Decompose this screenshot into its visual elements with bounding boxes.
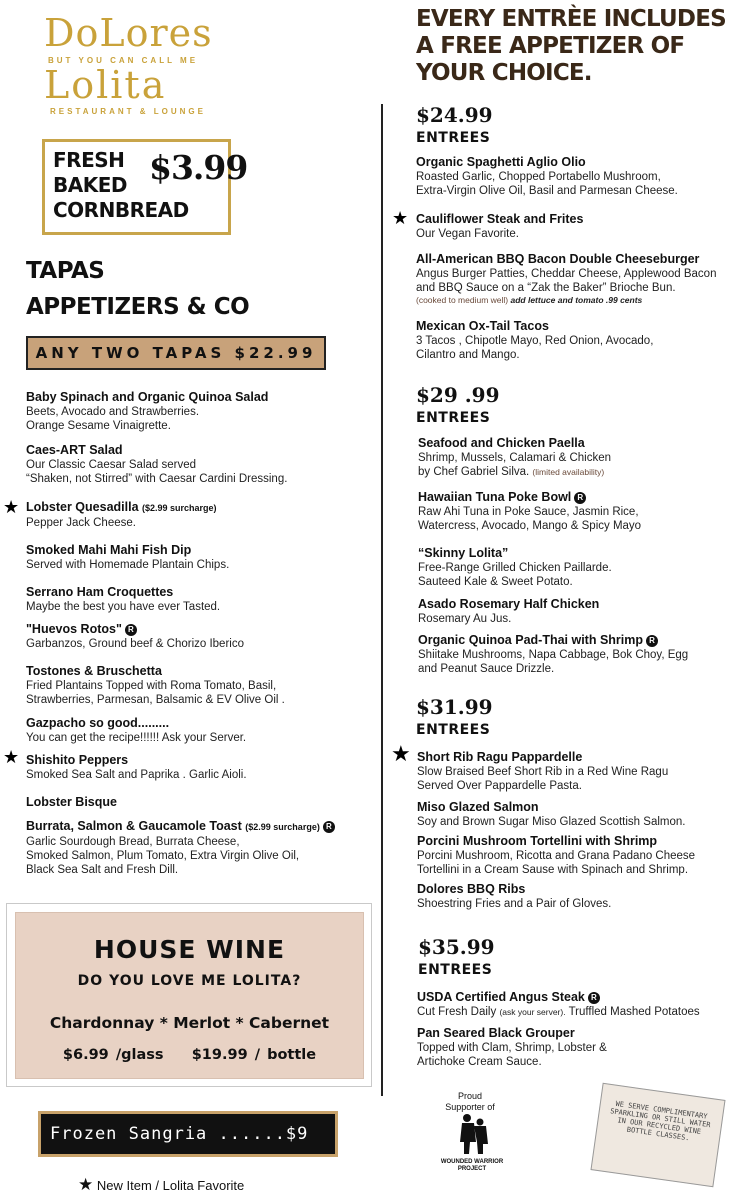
- entrees-heading-line3: YOUR CHOICE.: [416, 60, 592, 86]
- item-note-bold: add lettuce and tomato .99 cents: [510, 295, 643, 305]
- item-title-text: Organic Quinoa Pad-Thai with Shrimp: [418, 633, 644, 647]
- tier-label: ENTREES: [416, 130, 491, 146]
- item-desc: Garlic Sourdough Bread, Burrata Cheese,: [26, 836, 240, 848]
- item-desc: Topped with Clam, Shrimp, Lobster &: [417, 1042, 607, 1054]
- item-title: Baby Spinach and Organic Quinoa Salad: [26, 390, 269, 404]
- cornbread-line3: CORNBREAD: [53, 198, 189, 222]
- favorite-star-icon: ★: [3, 497, 20, 517]
- menu-item: [416, 155, 751, 198]
- item-title: [26, 819, 376, 835]
- house-wine-prices: [16, 1047, 363, 1063]
- cornbread-line2: BAKED: [53, 173, 127, 197]
- item-desc: Sauteed Kale & Sweet Potato.: [418, 576, 573, 588]
- wine-bottle-price: $19.99 / bottle: [191, 1047, 317, 1063]
- tier-price: $24.99: [416, 103, 493, 127]
- ww-line2: PROJECT: [457, 1166, 487, 1172]
- item-title-text: Lobster Quesadilla: [26, 500, 139, 514]
- column-divider: [381, 104, 383, 1096]
- r-badge-icon: R: [646, 635, 658, 647]
- favorite-star-icon: ★: [3, 747, 20, 767]
- item-desc: Maybe the best you have ever Tasted.: [26, 601, 221, 613]
- menu-item: [417, 882, 752, 911]
- star-icon: ★: [78, 1175, 94, 1194]
- item-desc: 3 Tacos , Chipotle Mayo, Red Onion, Avocado,: [416, 335, 654, 347]
- favorite-star-icon: ★: [392, 208, 409, 228]
- menu-item: [416, 319, 751, 362]
- item-desc: Roasted Garlic, Chopped Portabello Mushroom,: [416, 171, 661, 183]
- menu-item: [418, 436, 753, 479]
- item-desc: Smoked Sea Salt and Paprika . Garlic Aioli.: [26, 769, 247, 781]
- tier-label: ENTREES: [418, 962, 493, 978]
- house-wine-subtitle: DO YOU LOVE ME LOLITA?: [77, 973, 302, 989]
- item-title: Lobster Bisque: [26, 795, 117, 809]
- item-desc-text: Truffled Mashed Potatoes: [568, 1006, 700, 1018]
- item-title: [418, 490, 753, 505]
- item-surcharge: ($2.99 surcharge): [245, 822, 320, 832]
- menu-item: [26, 795, 371, 810]
- item-title: Short Rib Ragu Pappardelle: [417, 750, 583, 764]
- menu-item: [26, 753, 371, 782]
- item-title: [417, 990, 752, 1005]
- water-stamp: WE SERVE COMPLIMENTARY SPARKLING OR STILL WATER IN OUR RECYCLED WINE BOTTLE CLASSES.: [590, 1083, 725, 1187]
- item-title: Smoked Mahi Mahi Fish Dip: [26, 543, 192, 557]
- tapas-heading: TAPAS: [26, 258, 105, 284]
- r-badge-icon: R: [588, 992, 600, 1004]
- sangria-label: Frozen Sangria ......$9: [50, 1124, 309, 1144]
- item-desc: Rosemary Au Jus.: [418, 613, 512, 625]
- house-wine-card: [15, 912, 364, 1079]
- item-desc: Cilantro and Mango.: [416, 349, 520, 361]
- menu-item: [26, 716, 371, 745]
- sangria-banner: [38, 1111, 338, 1178]
- cornbread-box: [42, 139, 248, 235]
- item-desc-text: Cut Fresh Daily: [417, 1006, 497, 1018]
- supporter-text: Supporter of: [445, 1102, 495, 1112]
- item-desc-text: by Chef Gabriel Silva.: [418, 466, 530, 478]
- item-title-text: "Huevos Rotos": [26, 622, 122, 636]
- item-title-text: Hawaiian Tuna Poke Bowl: [418, 490, 572, 504]
- wine-glass-price: $6.99 /glass: [62, 1047, 164, 1063]
- sangria-unit: glass: [50, 1169, 69, 1178]
- item-desc: Porcini Mushroom, Ricotta and Grana Padano Cheese: [417, 850, 696, 862]
- menu-item: [416, 252, 751, 305]
- entrees-heading-line2: A FREE APPETIZER OF: [416, 33, 685, 59]
- item-note: [416, 295, 751, 305]
- item-title: [26, 622, 371, 637]
- r-badge-icon: R: [125, 624, 137, 636]
- item-note-text: (cooked to medium well): [416, 295, 509, 305]
- menu-item: [418, 597, 753, 626]
- tier-price: $35.99: [418, 935, 495, 959]
- wounded-warrior-logo-icon: [450, 1112, 496, 1156]
- menu-item: [416, 212, 751, 241]
- menu-item: [417, 750, 752, 793]
- proud-supporter: [440, 1091, 500, 1113]
- menu-item: [418, 633, 753, 676]
- item-desc: Our Classic Caesar Salad served: [26, 459, 197, 471]
- entrees-heading: [416, 6, 746, 87]
- item-desc: Strawberries, Parmesan, Balsamic & EV Olive Oil .: [26, 694, 285, 706]
- item-desc: Tortellini in a Cream Sause with Spinach and Shrimp.: [417, 864, 689, 876]
- item-title: Asado Rosemary Half Chicken: [418, 597, 600, 611]
- menu-item: [26, 543, 371, 572]
- legend: [78, 1175, 244, 1195]
- item-desc: Garbanzos, Ground beef & Chorizo Iberico: [26, 638, 244, 650]
- item-desc: Soy and Brown Sugar Miso Glazed Scottish Salmon.: [417, 816, 686, 828]
- item-desc: Our Vegan Favorite.: [416, 228, 519, 240]
- item-title: Caes-ART Salad: [26, 443, 123, 457]
- tier-label: ENTREES: [416, 410, 491, 426]
- tier-label: ENTREES: [416, 722, 491, 738]
- item-title: [26, 500, 371, 516]
- item-desc: Shoestring Fries and a Pair of Gloves.: [417, 898, 612, 910]
- item-title: Serrano Ham Croquettes: [26, 585, 174, 599]
- menu-item: [417, 834, 752, 877]
- item-desc: Black Sea Salt and Fresh Dill.: [26, 864, 179, 876]
- item-desc: Orange Sesame Vinaigrette.: [26, 420, 171, 432]
- item-desc: Watercress, Avocado, Mango & Spicy Mayo: [418, 520, 642, 532]
- menu-item: [417, 990, 752, 1019]
- item-desc: Served with Homemade Plantain Chips.: [26, 559, 230, 571]
- item-title: Mexican Ox-Tail Tacos: [416, 319, 549, 333]
- ww-line1: WOUNDED WARRIOR: [440, 1159, 504, 1165]
- cornbread-price: $3.99: [149, 148, 248, 187]
- legend-text: New Item / Lolita Favorite: [96, 1178, 245, 1193]
- menu-item: [26, 622, 371, 651]
- item-desc: Slow Braised Beef Short Rib in a Red Wine Ragu: [417, 766, 669, 778]
- item-title-text: Burrata, Salmon & Gaucamole Toast: [26, 819, 242, 833]
- item-title: [418, 633, 753, 648]
- item-desc: You can get the recipe!!!!!! Ask your Server.: [26, 732, 247, 744]
- item-title: Tostones & Bruschetta: [26, 664, 162, 678]
- tapas-deal-banner: ANY TWO TAPAS $22.99: [26, 336, 326, 370]
- item-title: “Skinny Lolita”: [418, 546, 509, 560]
- appetizers-heading: APPETIZERS & CO: [26, 294, 250, 320]
- item-desc: Free-Range Grilled Chicken Paillarde.: [418, 562, 612, 574]
- favorite-star-icon: ★: [391, 741, 411, 766]
- item-desc: Angus Burger Patties, Cheddar Cheese, Applewood Bacon: [416, 268, 717, 280]
- proud-text: Proud: [457, 1091, 483, 1101]
- item-desc: Smoked Salmon, Plum Tomato, Extra Virgin Olive Oil,: [26, 850, 300, 862]
- menu-item: [26, 819, 376, 877]
- menu-item: [26, 585, 371, 614]
- menu-item: [417, 1026, 752, 1069]
- item-desc: Raw Ahi Tuna in Poke Sauce, Jasmin Rice,: [418, 506, 639, 518]
- item-desc: Fried Plantains Topped with Roma Tomato, Basil,: [26, 680, 277, 692]
- r-badge-icon: R: [323, 821, 335, 833]
- item-desc: Beets, Avocado and Strawberries.: [26, 406, 200, 418]
- menu-item: [418, 546, 753, 589]
- item-title: Porcini Mushroom Tortellini with Shrimp: [417, 834, 658, 848]
- item-desc: [417, 1005, 752, 1019]
- item-title: Pan Seared Black Grouper: [417, 1026, 575, 1040]
- item-title-text: USDA Certified Angus Steak: [417, 990, 585, 1004]
- menu-item: [26, 664, 371, 707]
- house-wine-panel: [6, 903, 372, 1087]
- menu-item: [26, 390, 371, 433]
- item-title: Cauliflower Steak and Frites: [416, 212, 584, 226]
- house-wine-varietals: Chardonnay * Merlot * Cabernet: [49, 1014, 330, 1032]
- item-desc: Pepper Jack Cheese.: [26, 517, 136, 529]
- menu-item: [26, 443, 371, 486]
- item-desc: Shiitake Mushrooms, Napa Cabbage, Bok Choy, Egg: [418, 649, 689, 661]
- item-desc: and BBQ Sauce on a “Zak the Baker” Brioche Bun.: [416, 282, 676, 294]
- wounded-warrior-text: [436, 1159, 508, 1173]
- menu-item: [418, 490, 753, 533]
- item-title: Dolores BBQ Ribs: [417, 882, 526, 896]
- item-desc: “Shaken, not Stirred” with Caesar Cardini Dressing.: [26, 473, 288, 485]
- item-desc: [418, 465, 753, 479]
- item-title: Shishito Peppers: [26, 753, 129, 767]
- cornbread-line1: FRESH: [53, 148, 125, 172]
- item-title: Organic Spaghetti Aglio Olio: [416, 155, 586, 169]
- item-title: All-American BBQ Bacon Double Cheeseburger: [416, 252, 700, 266]
- tier-price: $31.99: [416, 695, 493, 719]
- logo-tagline: BUT YOU CAN CALL ME: [48, 56, 199, 65]
- item-title: Miso Glazed Salmon: [417, 800, 539, 814]
- logo-dolores: DoLores: [44, 11, 213, 55]
- logo-subline: RESTAURANT & LOUNGE: [50, 107, 206, 116]
- item-desc: Shrimp, Mussels, Calamari & Chicken: [418, 452, 612, 464]
- item-note: (ask your server).: [499, 1007, 566, 1017]
- item-title: Seafood and Chicken Paella: [418, 436, 585, 450]
- item-desc: Served Over Pappardelle Pasta.: [417, 780, 582, 792]
- item-desc: Artichoke Cream Sauce.: [417, 1056, 542, 1068]
- menu-item: [417, 800, 752, 829]
- item-title: Gazpacho so good.........: [26, 716, 170, 730]
- logo-lolita: Lolita: [44, 63, 167, 107]
- item-desc: Extra-Virgin Olive Oil, Basil and Parmesan Cheese.: [416, 185, 678, 197]
- menu-item: [26, 500, 371, 530]
- item-desc: and Peanut Sauce Drizzle.: [418, 663, 555, 675]
- item-note: (limited availability): [532, 467, 605, 477]
- tier-price: $29 .99: [416, 383, 500, 407]
- entrees-heading-line1: EVERY ENTRÈE INCLUDES: [416, 6, 726, 32]
- house-wine-title: HOUSE WINE: [93, 935, 286, 964]
- r-badge-icon: R: [574, 492, 586, 504]
- item-surcharge: ($2.99 surcharge): [142, 503, 217, 513]
